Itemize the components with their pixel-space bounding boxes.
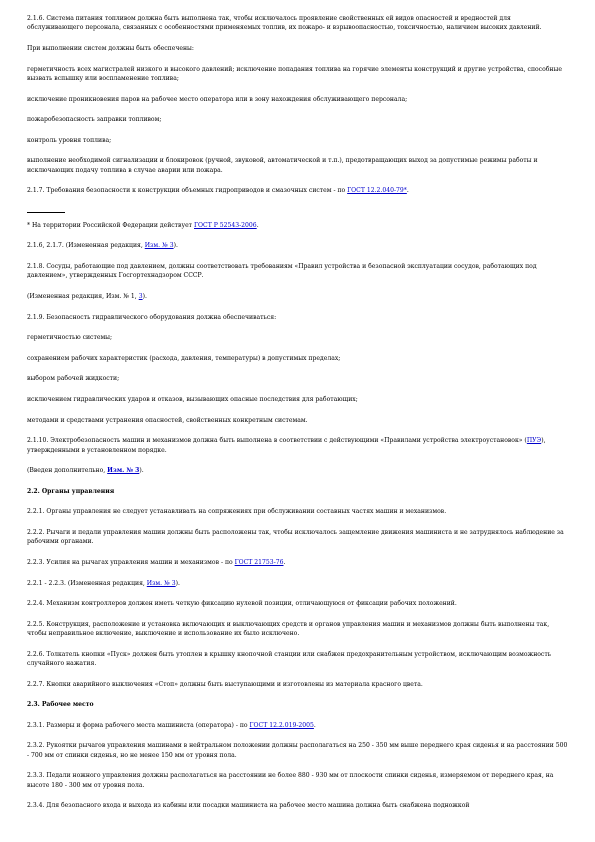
paragraph-2-3-1: 2.3.1. Размеры и форма рабочего места машиниста (оператора) - по ГОСТ 12.2.019-2005.: [27, 721, 316, 729]
paragraph-hermetic: герметичность всех магистралей низкого и высокого давлений; исключение попадания топлива на горячие элементы конструкций и другие устройства, способные вызвать вспышку или воспламенение топлива;: [27, 65, 562, 82]
paragraph-amend-2-2: 2.2.1 - 2.2.3. (Измененная редакция, Изм. № 3).: [27, 579, 180, 587]
paragraph-hermetic-system: герметичностью системы;: [27, 334, 113, 342]
paragraph-2-3-2: 2.3.2. Рукоятки рычагов управления машинами в нейтральном положении должны располагаться на 250 - 350 мм выше переднего края сиденья и на расстоянии 500 - 700 мм от спинки сиденья, но не менее 150 мм от уровня пола.: [27, 742, 568, 759]
link-amendment-3d[interactable]: Изм. № 3: [146, 579, 176, 587]
link-amendment-3[interactable]: Изм. № 3: [144, 242, 174, 250]
paragraph-2-2-1: 2.2.1. Органы управления не следует устанавливать на сопряжениях при обслуживании составных частях машин и механизмов.: [27, 508, 447, 516]
paragraph-amend-2-1-8: (Измененная редакция, Изм. № 1, 3).: [27, 292, 147, 300]
paragraph-signals: выполнение необходимой сигнализации и блокировок (ручной, звуковой, автоматической и т.п.), предотвращающих выход за допустимые режимы работы и исключающих подачу топлива в случае аварии или пожара.: [27, 157, 538, 174]
link-amendment-3c[interactable]: Изм. № 3: [107, 467, 140, 475]
paragraph-amend-2-1-6: 2.1.6, 2.1.7. (Измененная редакция, Изм. № 3).: [27, 242, 178, 250]
link-pue[interactable]: ПУЭ: [526, 437, 542, 445]
section-heading-controls: 2.2. Органы управления: [27, 487, 115, 495]
paragraph-2-2-4: 2.2.4. Механизм контроллеров должен иметь четкую фиксацию нулевой позиции, отличающуюся от фиксации рабочих положений.: [27, 600, 457, 608]
paragraph-methods: методами и средствами устранения опасностей, свойственных конкретным системам.: [27, 416, 308, 424]
paragraph-2-1-10: 2.1.10. Электробезопасность машин и механизмов должна быть выполнена в соответствии с действующими «Правилами устройства электроустановок» (ПУЭ), утвержденными в установленном порядке.: [27, 437, 546, 454]
paragraph-fluid: выбором рабочей жидкости;: [27, 375, 120, 383]
paragraph-2-1-6: 2.1.6. Система питания топливом должна быть выполнена так, чтобы исключалось проявление свойственных ей видов опасностей и вредностей для обслуживающего персонала, связанных с особенностями применяемых топлив, их пожаро- и взрывоопасностью, токсичностью, наличием высоких давлений.: [27, 15, 542, 32]
link-gost-r-52543[interactable]: ГОСТ Р 52543-2006: [194, 221, 257, 229]
paragraph-2-1-8: 2.1.8. Сосуды, работающие под давлением, должны соответствовать требованиям «Правил устройства и безопасной эксплуатации сосудов, работающих под давлением», утвержденных Госгортехнадзором СССР.: [27, 262, 537, 280]
paragraph-2-2-5: 2.2.5. Конструкция, расположение и установка включающих и выключающих средств и органов управления машин и механизмов должны быть выполнены так, чтобы неправильное включение, выключение и использование их было исключено.: [27, 620, 550, 638]
paragraph-characteristics: сохранением рабочих характеристик (расхода, давления, температуры) в допустимых пределах;: [27, 354, 341, 362]
paragraph-added: (Введен дополнительно, Изм. № 3).: [27, 467, 144, 475]
footnote: * На территории Российской Федерации действует ГОСТ Р 52543-2006.: [27, 221, 259, 229]
paragraph-systems-intro: При выполнении систем должны быть обеспечены:: [27, 45, 194, 52]
paragraph-vapor: исключение проникновения паров на рабочее место оператора или в зону нахождения обслуживающего персонала;: [27, 95, 408, 103]
footnote-separator: [27, 212, 65, 213]
paragraph-refuel: пожаробезопасность заправки топливом;: [27, 116, 162, 124]
paragraph-2-3-4: 2.3.4. Для безопасного входа и выхода из кабины или посадки машиниста на рабочее место машина должна быть снабжена подножкой: [27, 802, 470, 810]
link-gost-12-2-040[interactable]: ГОСТ 12.2.040-79*: [347, 187, 407, 195]
paragraph-2-1-9: 2.1.9. Безопасность гидравлического оборудования должна обеспечиваться:: [27, 313, 277, 321]
paragraph-shocks: исключением гидравлических ударов и отказов, вызывающих опасные последствия для работающих;: [27, 395, 358, 403]
section-heading-workplace: 2.3. Рабочее место: [27, 701, 94, 709]
paragraph-2-2-2: 2.2.2. Рычаги и педали управления машин должны быть расположены так, чтобы исключалось защемление движения машиниста и не затруднялось наблюдение за рабочими органами.: [27, 528, 564, 546]
paragraph-2-2-7: 2.2.7. Кнопки аварийного выключения «Стоп» должны быть выступающими и изготовлены из материала красного цвета.: [27, 680, 423, 688]
link-amendment-3b[interactable]: 3: [138, 292, 143, 300]
paragraph-2-2-6: 2.2.6. Толкатель кнопки «Пуск» должен быть утоплен в крышку кнопочной станции или снабжен предохранительным устройством, исключающим возможность случайного нажатия.: [27, 650, 552, 668]
paragraph-2-1-7: 2.1.7. Требования безопасности к конструкции объемных гидроприводов и смазочных систем - по ГОСТ 12.2.040-79*.: [27, 187, 409, 195]
link-gost-12-2-019[interactable]: ГОСТ 12.2.019-2005: [249, 721, 314, 729]
paragraph-fuel-level: контроль уровня топлива;: [27, 136, 112, 144]
link-gost-21753[interactable]: ГОСТ 21753-76: [234, 558, 284, 566]
paragraph-2-3-3: 2.3.3. Педали ножного управления должны располагаться на расстоянии не более 880 - 930 мм от плоскости спинки сиденья, измеряемом от переднего края, на высоте 180 - 300 мм от уровня пола.: [27, 772, 554, 789]
paragraph-2-2-3: 2.2.3. Усилия на рычагах управления машин и механизмов - по ГОСТ 21753-76.: [27, 558, 286, 566]
